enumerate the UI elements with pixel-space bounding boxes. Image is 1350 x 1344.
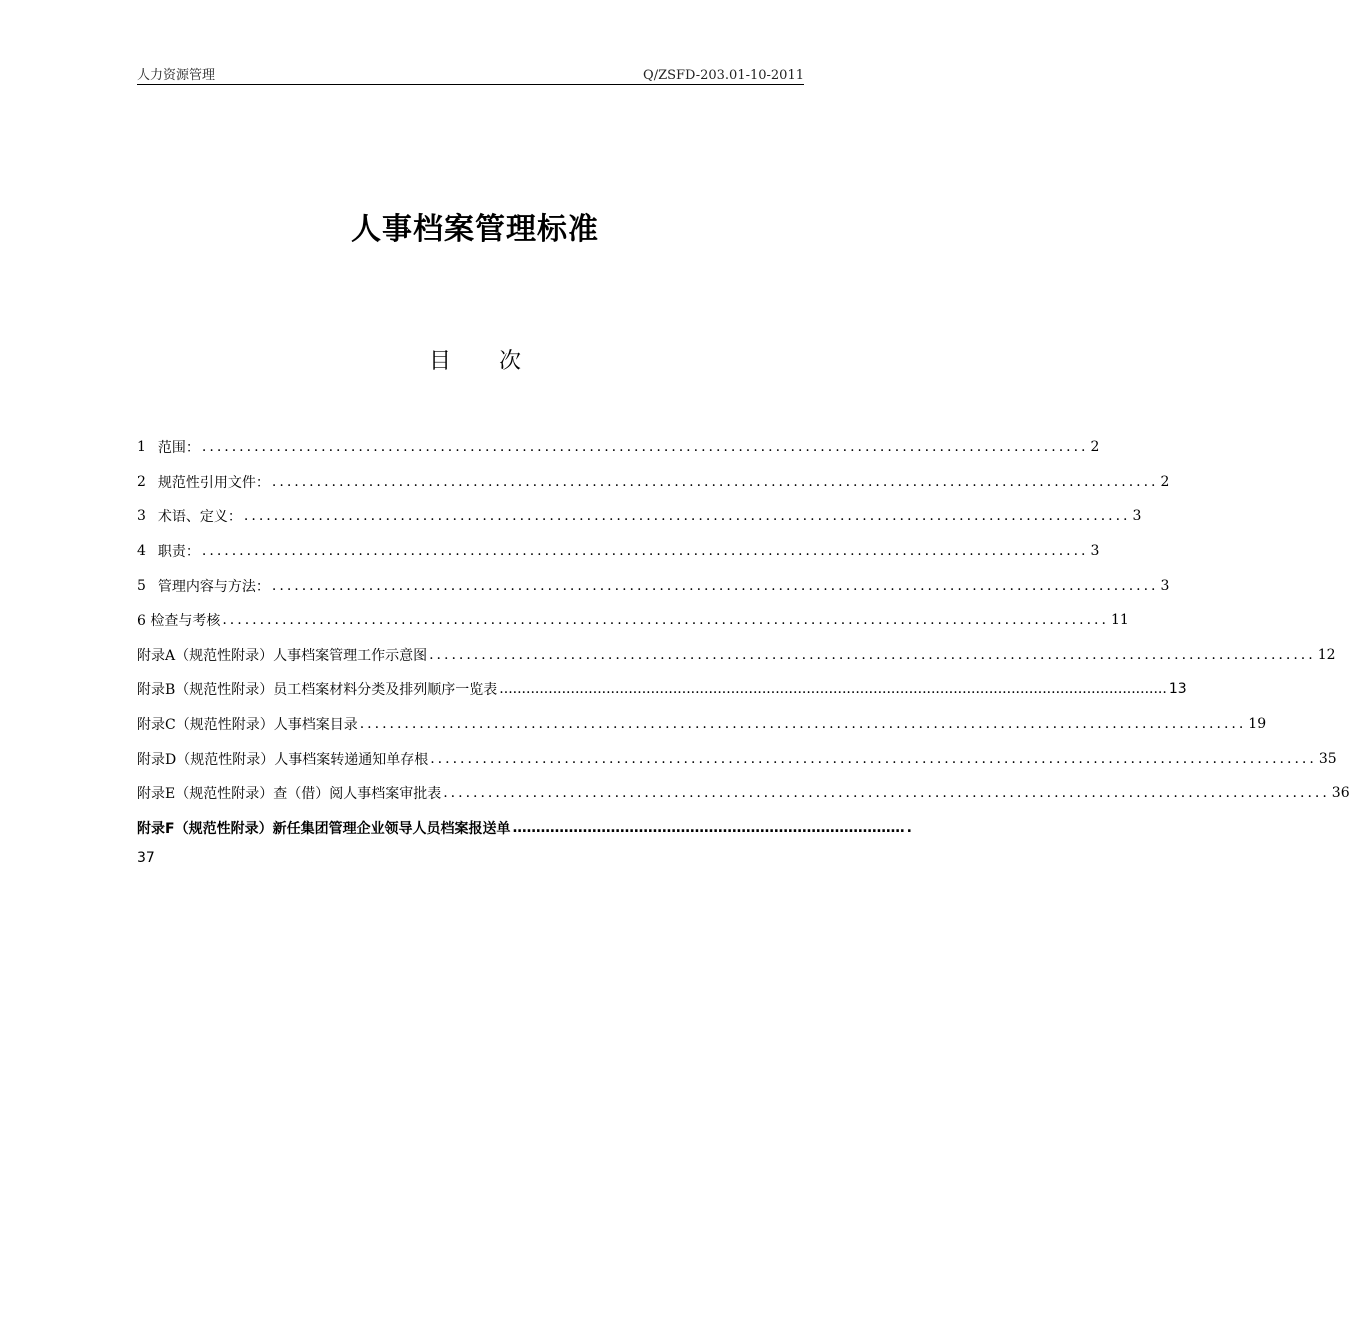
toc-heading <box>0 344 950 375</box>
toc-entry-appendix-f[interactable] <box>137 811 912 846</box>
header-left-text: 人力资源管理 <box>137 68 216 83</box>
toc-entry-appendix-c[interactable] <box>137 707 1267 742</box>
toc-entry-number: 2 <box>137 473 146 490</box>
toc-entry-5[interactable] <box>137 568 1170 603</box>
toc-leader-dots: ....................................................................................................................... <box>243 508 1131 525</box>
toc-leader-dots: ....................................................................................................................... <box>201 439 1089 456</box>
toc-entry-label: 附录C（规范性附录）人事档案目录 <box>137 717 358 734</box>
toc-entry-label: 管理内容与方法： <box>157 578 270 595</box>
toc-entry-label: 附录B（规范性附录）员工档案材料分类及排列顺序一览表 <box>137 682 498 699</box>
toc-entry-number: 3 <box>137 508 146 525</box>
toc-entry-2[interactable] <box>137 465 1170 500</box>
toc-leader-dots: ....................................................................................................................... <box>222 612 1109 629</box>
toc-entry-appendix-b[interactable] <box>137 672 1187 707</box>
toc-entry-appendix-d[interactable] <box>137 741 1337 776</box>
toc-entry-page: . <box>906 819 912 836</box>
toc-leader-dots: ...................................................................................................................................................... <box>499 681 1167 698</box>
toc-entry-number: 1 <box>137 439 146 456</box>
toc-leader-dots: ………………………………………………………………………… <box>512 819 905 836</box>
toc-entry-label: 附录D（规范性附录）人事档案转递通知单存根 <box>137 751 429 768</box>
toc-heading-char-2: 次 <box>499 349 522 374</box>
toc-entry-page: 13 <box>1168 681 1187 698</box>
toc-leader-dots: ....................................................................................................................... <box>359 716 1247 733</box>
toc-entry-page: 3 <box>1090 543 1100 560</box>
toc-entry-label: 附录F（规范性附录）新任集团管理企业领导人员档案报送单 <box>137 820 511 837</box>
toc-entry-page: 11 <box>1110 612 1129 629</box>
toc-entry-page: 35 <box>1318 750 1337 767</box>
toc-entry-page: 19 <box>1248 716 1267 733</box>
toc-leader-dots: ....................................................................................................................... <box>271 473 1159 490</box>
toc-leader-dots: ....................................................................................................................... <box>430 750 1317 767</box>
toc-entry-3[interactable] <box>137 499 1142 534</box>
toc-leader-dots: ....................................................................................................................... <box>271 577 1159 594</box>
toc-leader-dots: ....................................................................................................................... <box>429 646 1316 663</box>
toc-entry-appendix-e[interactable] <box>137 776 1350 811</box>
toc-entry-label: 范围： <box>157 440 200 457</box>
toc-entry-appendix-f-page: 37 <box>137 850 155 866</box>
toc-entry-page: 2 <box>1090 439 1100 456</box>
toc-entry-label: 附录A（规范性附录）人事档案管理工作示意图 <box>137 647 428 664</box>
table-of-contents <box>137 430 1350 845</box>
toc-leader-dots: ....................................................................................................................... <box>201 543 1089 560</box>
toc-entry-label: 规范性引用文件： <box>157 474 270 491</box>
toc-entry-label: 职责： <box>157 544 200 561</box>
page-header <box>137 68 804 85</box>
header-document-code: Q/ZSFD-203.01-10-2011 <box>643 68 804 83</box>
toc-entry-6[interactable] <box>137 603 1129 638</box>
toc-entry-page: 12 <box>1317 646 1336 663</box>
toc-entry-appendix-a[interactable] <box>137 638 1336 673</box>
toc-entry-label: 术语、定义： <box>157 509 242 526</box>
toc-entry-label: 附录E（规范性附录）查（借）阅人事档案审批表 <box>137 786 442 803</box>
document-title: 人事档案管理标准 <box>351 212 599 247</box>
toc-entry-page: 2 <box>1160 473 1170 490</box>
toc-entry-page: 3 <box>1132 508 1142 525</box>
toc-heading-char-1: 目 <box>428 349 451 374</box>
toc-entry-4[interactable] <box>137 534 1100 569</box>
toc-entry-page: 3 <box>1160 577 1170 594</box>
toc-entry-number: 5 <box>137 577 146 594</box>
toc-leader-dots: ....................................................................................................................... <box>443 785 1330 802</box>
toc-entry-label: 6 检查与考核 <box>137 613 221 630</box>
toc-entry-number: 4 <box>137 543 146 560</box>
toc-entry-page: 36 <box>1331 785 1350 802</box>
toc-entry-1[interactable] <box>137 430 1100 465</box>
